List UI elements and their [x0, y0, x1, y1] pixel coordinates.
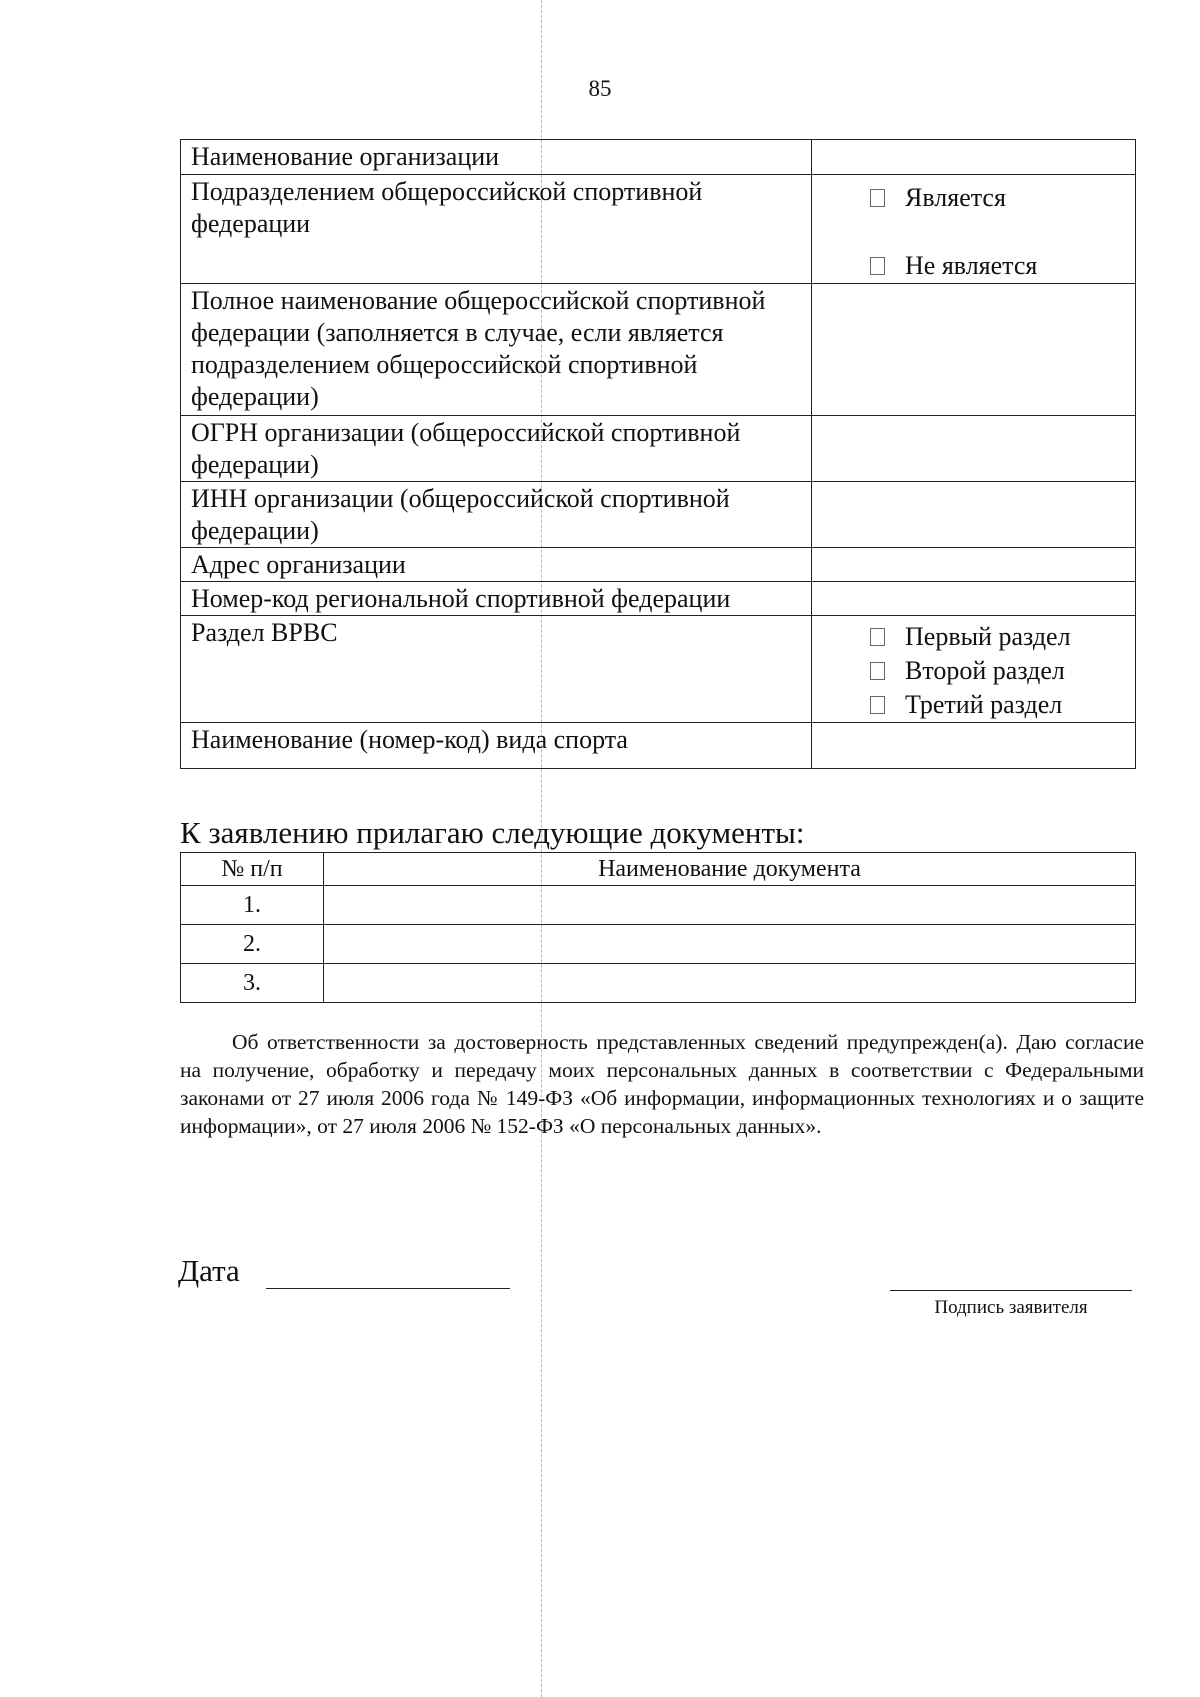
address-label: Адрес организации: [181, 548, 812, 582]
documents-heading: К заявлению прилагаю следующие документы:: [180, 815, 805, 850]
row-number: 3.: [181, 964, 324, 1003]
sport-field[interactable]: [812, 723, 1136, 769]
table-row: [181, 964, 1136, 1003]
table-row: [181, 723, 1136, 769]
col-num-header: № п/п: [181, 853, 324, 886]
option-second-section[interactable]: [822, 654, 1125, 688]
table-row: [181, 925, 1136, 964]
date-input-line[interactable]: [266, 1288, 510, 1289]
table-row: [181, 482, 1136, 548]
table-row: [181, 616, 1136, 723]
full-name-field[interactable]: [812, 284, 1136, 416]
address-field[interactable]: [812, 548, 1136, 582]
option-third-section[interactable]: [822, 688, 1125, 722]
option-not-subdivision[interactable]: [822, 249, 1125, 283]
ogrn-label: ОГРН организации (общероссийской спортивной федерации): [181, 416, 812, 482]
subdivision-label: Подразделением общероссийской спортивной федерации: [181, 175, 812, 284]
table-row: [181, 175, 1136, 284]
option-label: Является: [905, 183, 1006, 212]
code-label: Номер-код региональной спортивной федерации: [181, 582, 812, 616]
document-name-field[interactable]: [324, 886, 1136, 925]
sport-label: Наименование (номер-код) вида спорта: [181, 723, 812, 769]
option-label: Второй раздел: [905, 656, 1065, 685]
ogrn-field[interactable]: [812, 416, 1136, 482]
subdivision-options: [812, 175, 1136, 284]
full-name-label: Полное наименование общероссийской спортивной федерации (заполняется в случае, если является подразделением общероссийской спортивной федерации): [181, 284, 812, 416]
row-number: 1.: [181, 886, 324, 925]
signature-caption: Подпись заявителя: [934, 1297, 1088, 1318]
table-header-row: [181, 853, 1136, 886]
inn-label: ИНН организации (общероссийской спортивной федерации): [181, 482, 812, 548]
checkbox-icon[interactable]: [870, 628, 885, 646]
option-label: Третий раздел: [905, 690, 1063, 719]
checkbox-icon[interactable]: [870, 189, 885, 207]
option-is-subdivision[interactable]: [822, 181, 1125, 215]
checkbox-icon[interactable]: [870, 696, 885, 714]
document-name-field[interactable]: [324, 964, 1136, 1003]
table-row: [181, 886, 1136, 925]
option-first-section[interactable]: [822, 620, 1125, 654]
signature-line[interactable]: [890, 1290, 1132, 1291]
table-row: [181, 582, 1136, 616]
option-label: Не является: [905, 251, 1038, 280]
table-row: [181, 284, 1136, 416]
page-number: 85: [588, 76, 612, 101]
org-name-label: Наименование организации: [181, 140, 812, 175]
option-label: Первый раздел: [905, 622, 1071, 651]
checkbox-icon[interactable]: [870, 662, 885, 680]
organization-form-table: [180, 139, 1136, 769]
checkbox-icon[interactable]: [870, 257, 885, 275]
col-name-header: Наименование документа: [324, 853, 1136, 886]
vrvs-label: Раздел ВРВС: [181, 616, 812, 723]
org-name-field[interactable]: [812, 140, 1136, 175]
consent-statement: Об ответственности за достоверность представленных сведений предупрежден(а). Даю согласие на получение, обработку и передачу моих персональных данных в соответствии с Федеральными законами от 27 июля 2006 года № 149-ФЗ «Об информации, информационных технологиях и о защите информации», от 27 июля 2006 № 152-ФЗ «О персональных данных».: [180, 1030, 1144, 1138]
inn-field[interactable]: [812, 482, 1136, 548]
code-field[interactable]: [812, 582, 1136, 616]
table-row: [181, 416, 1136, 482]
vrvs-options: [812, 616, 1136, 723]
date-label: Дата: [178, 1253, 240, 1288]
table-row: [181, 140, 1136, 175]
document-name-field[interactable]: [324, 925, 1136, 964]
table-row: [181, 548, 1136, 582]
documents-table: [180, 852, 1136, 1003]
row-number: 2.: [181, 925, 324, 964]
